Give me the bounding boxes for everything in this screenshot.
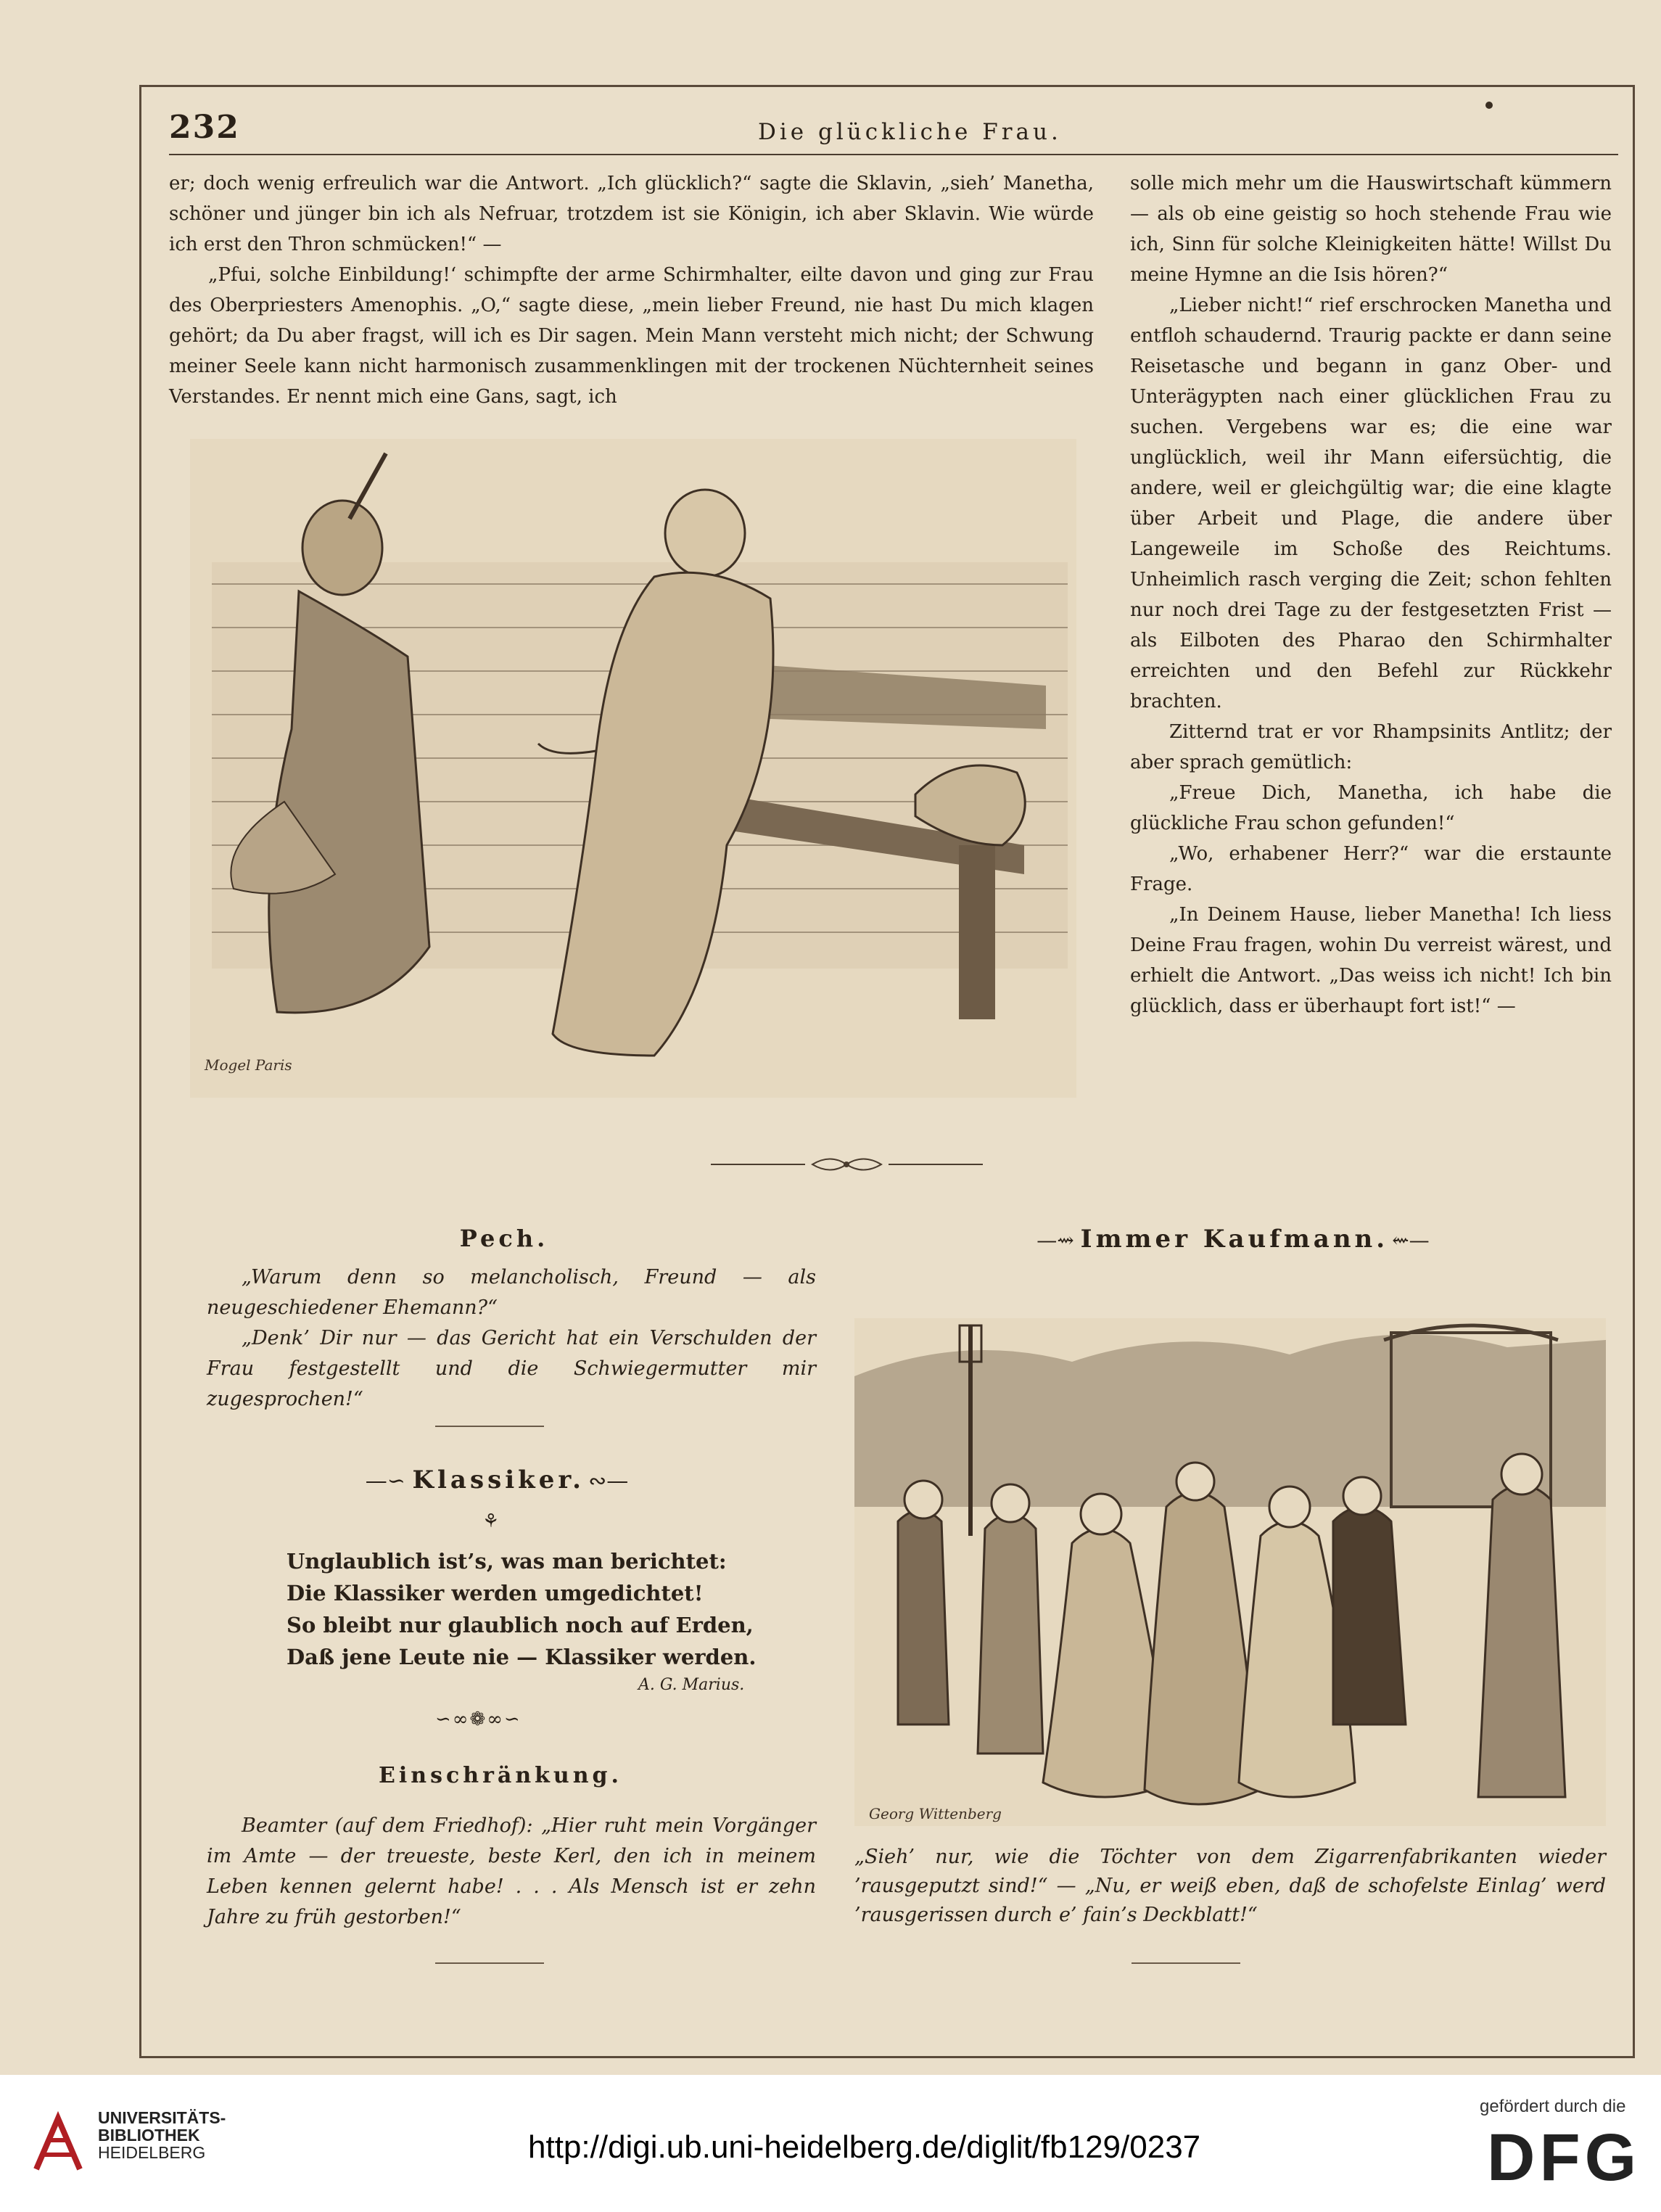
pech-text: [207, 1262, 816, 1415]
illustration-signature: Georg Wittenberg: [869, 1805, 1002, 1822]
fleuron-icon: ⚘: [482, 1510, 500, 1532]
story-paragraph: solle mich mehr um die Hauswirtschaft kümmern — als ob eine geistig so hoch stehende Frau wie ich, Sinn für solche Kleinigkeiten hätte! Willst Du meine Hymne an die Isis hören?“: [1130, 173, 1612, 286]
einschraenkung-title: Einschränkung.: [379, 1763, 622, 1788]
klassiker-poem: [287, 1545, 794, 1673]
ornament-divider: [711, 1154, 983, 1175]
library-name-line: UNIVERSITÄTS-: [98, 2108, 226, 2127]
kaufmann-caption-block: [854, 1843, 1606, 1930]
kaufmann-title: Immer Kaufmann.: [1080, 1225, 1389, 1254]
illustration-signature: Mogel Paris: [205, 1056, 292, 1074]
einschraenkung-text: [207, 1811, 816, 1933]
story-paragraph: Zitternd trat er vor Rhampsinits Antlitz; der aber sprach gemütlich:: [1130, 721, 1612, 773]
arrow-left-icon: ⇜—: [1392, 1228, 1430, 1252]
ink-dot: [1485, 102, 1493, 109]
flourish-right-icon: ∾—: [588, 1468, 629, 1494]
university-library-logo-icon: [29, 2111, 87, 2176]
story-paragraph: „In Deinem Hause, lieber Manetha! Ich liess Deine Frau fragen, wohin Du verreist wärest, und erhielt die Antwort. „Das weiss ich nicht! Ich bin glücklich, dass er überhaupt fort ist!“ —: [1130, 904, 1612, 1017]
short-rule: [435, 1426, 544, 1427]
library-name-line: HEIDELBERG: [98, 2143, 206, 2162]
kaufmann-caption: „Sieh’ nur, wie die Töchter von dem Zigarrenfabrikanten wieder ’rausgeputzt sind!“ — „Nu, er weiß eben, daß de schofelste Einlag’ werd ’rausgerissen durch e’ fain’s Deckblatt!“: [854, 1846, 1606, 1926]
story-paragraph: „Wo, erhabener Herr?“ war die erstaunte Frage.: [1130, 843, 1612, 895]
short-rule: [1132, 1962, 1240, 1964]
pech-title: Pech.: [459, 1225, 549, 1252]
ornament-icon: ∽∞❁∞∽: [435, 1709, 522, 1730]
short-rule: [435, 1962, 544, 1964]
page-number: 232: [169, 109, 240, 146]
egyptian-illustration: [190, 439, 1076, 1098]
einschraenkung-paragraph: Beamter (auf dem Friedhof): „Hier ruht mein Vorgänger im Amte — der treueste, beste Kerl, den ich in meinem Leben kennen gelernt habe! . . . Als Mensch ist er zehn Jahre zu früh gestorben!“: [207, 1814, 816, 1928]
library-name-line: BIBLIOTHEK: [98, 2126, 200, 2145]
viewer-footer: [0, 2075, 1661, 2212]
poem-line: Daß jene Leute nie — Klassiker werden.: [287, 1645, 757, 1669]
story-paragraph: „Freue Dich, Manetha, ich habe die glückliche Frau schon gefunden!“: [1130, 782, 1612, 834]
poem-line: Die Klassiker werden umgedichtet!: [287, 1581, 704, 1605]
poem-line: Unglaublich ist’s, was man berichtet:: [287, 1549, 727, 1574]
story-left-column: [169, 168, 1094, 412]
dfg-logo: DFG: [1487, 2121, 1641, 2195]
poem-author: A. G. Marius.: [638, 1676, 745, 1694]
permalink-url[interactable]: http://digi.ub.uni-heidelberg.de/diglit/fb129/0237: [528, 2129, 1201, 2165]
story-paragraph: „Lieber nicht!“ rief erschrocken Manetha und entfloh schaudernd. Traurig packte er dann seine Reisetasche und begann in ganz Ober- und Unterägypten nach einer glücklichen Frau zu suchen. Vergebens war es; die eine war unglücklich, weil ihr Mann eifersüchtig, die andere, weil er gleichgültig war; die eine klagte über Arbeit und Plage, die andere über Langeweile im Schoße des Reichtums. Unheimlich rasch verging die Zeit; schon fehlten nur noch drei Tage zu der festgesetzten Frist — als Eilboten des Pharao den Schirmhalter erreichten und den Befehl zur Rückkehr brachten.: [1130, 295, 1612, 712]
poem-line: So bleibt nur glaublich noch auf Erden,: [287, 1613, 754, 1637]
story-paragraph: „Pfui, solche Einbildung!‘ schimpfte der arme Schirmhalter, eilte davon und ging zur Frau des Oberpriesters Amenophis. „O,“ sagte diese, „mein lieber Freund, nie hast Du mich klagen gehört; da Du aber fragst, will ich es Dir sagen. Mein Mann versteht mich nicht; der Schwung meiner Seele kann nicht harmonisch zusammenklingen mit der trockenen Nüchternheit seines Verstandes. Er nennt mich eine Gans, sagt, ich: [169, 264, 1094, 408]
arrow-right-icon: —⇝: [1036, 1228, 1081, 1252]
story-right-column: [1130, 168, 1612, 1021]
pech-paragraph: „Warum denn so melancholisch, Freund — als neugeschiedener Ehemann?“: [207, 1266, 816, 1319]
library-name: [98, 2109, 226, 2161]
header-rule: [169, 154, 1618, 155]
pech-paragraph: „Denk’ Dir nur — das Gericht hat ein Verschulden der Frau festgestellt und die Schwiegermutter mir zugesprochen!“: [207, 1327, 816, 1410]
running-title: Die glückliche Frau.: [758, 119, 1062, 145]
flourish-left-icon: —∽: [365, 1468, 413, 1494]
klassiker-heading: [326, 1465, 667, 1494]
kaufmann-heading: [1001, 1225, 1465, 1254]
funded-by-label: gefördert durch die: [1480, 2097, 1626, 2116]
crowd-illustration: [854, 1318, 1606, 1826]
story-paragraph: er; doch wenig erfreulich war die Antwort. „Ich glücklich?“ sagte die Sklavin, „sieh’ Manetha, schöner und jünger bin ich als Nefruar, trotzdem ist sie Königin, ich aber Sklavin. Wie würde ich erst den Thron schmücken!“ —: [169, 173, 1094, 255]
klassiker-title: Klassiker.: [412, 1465, 585, 1494]
